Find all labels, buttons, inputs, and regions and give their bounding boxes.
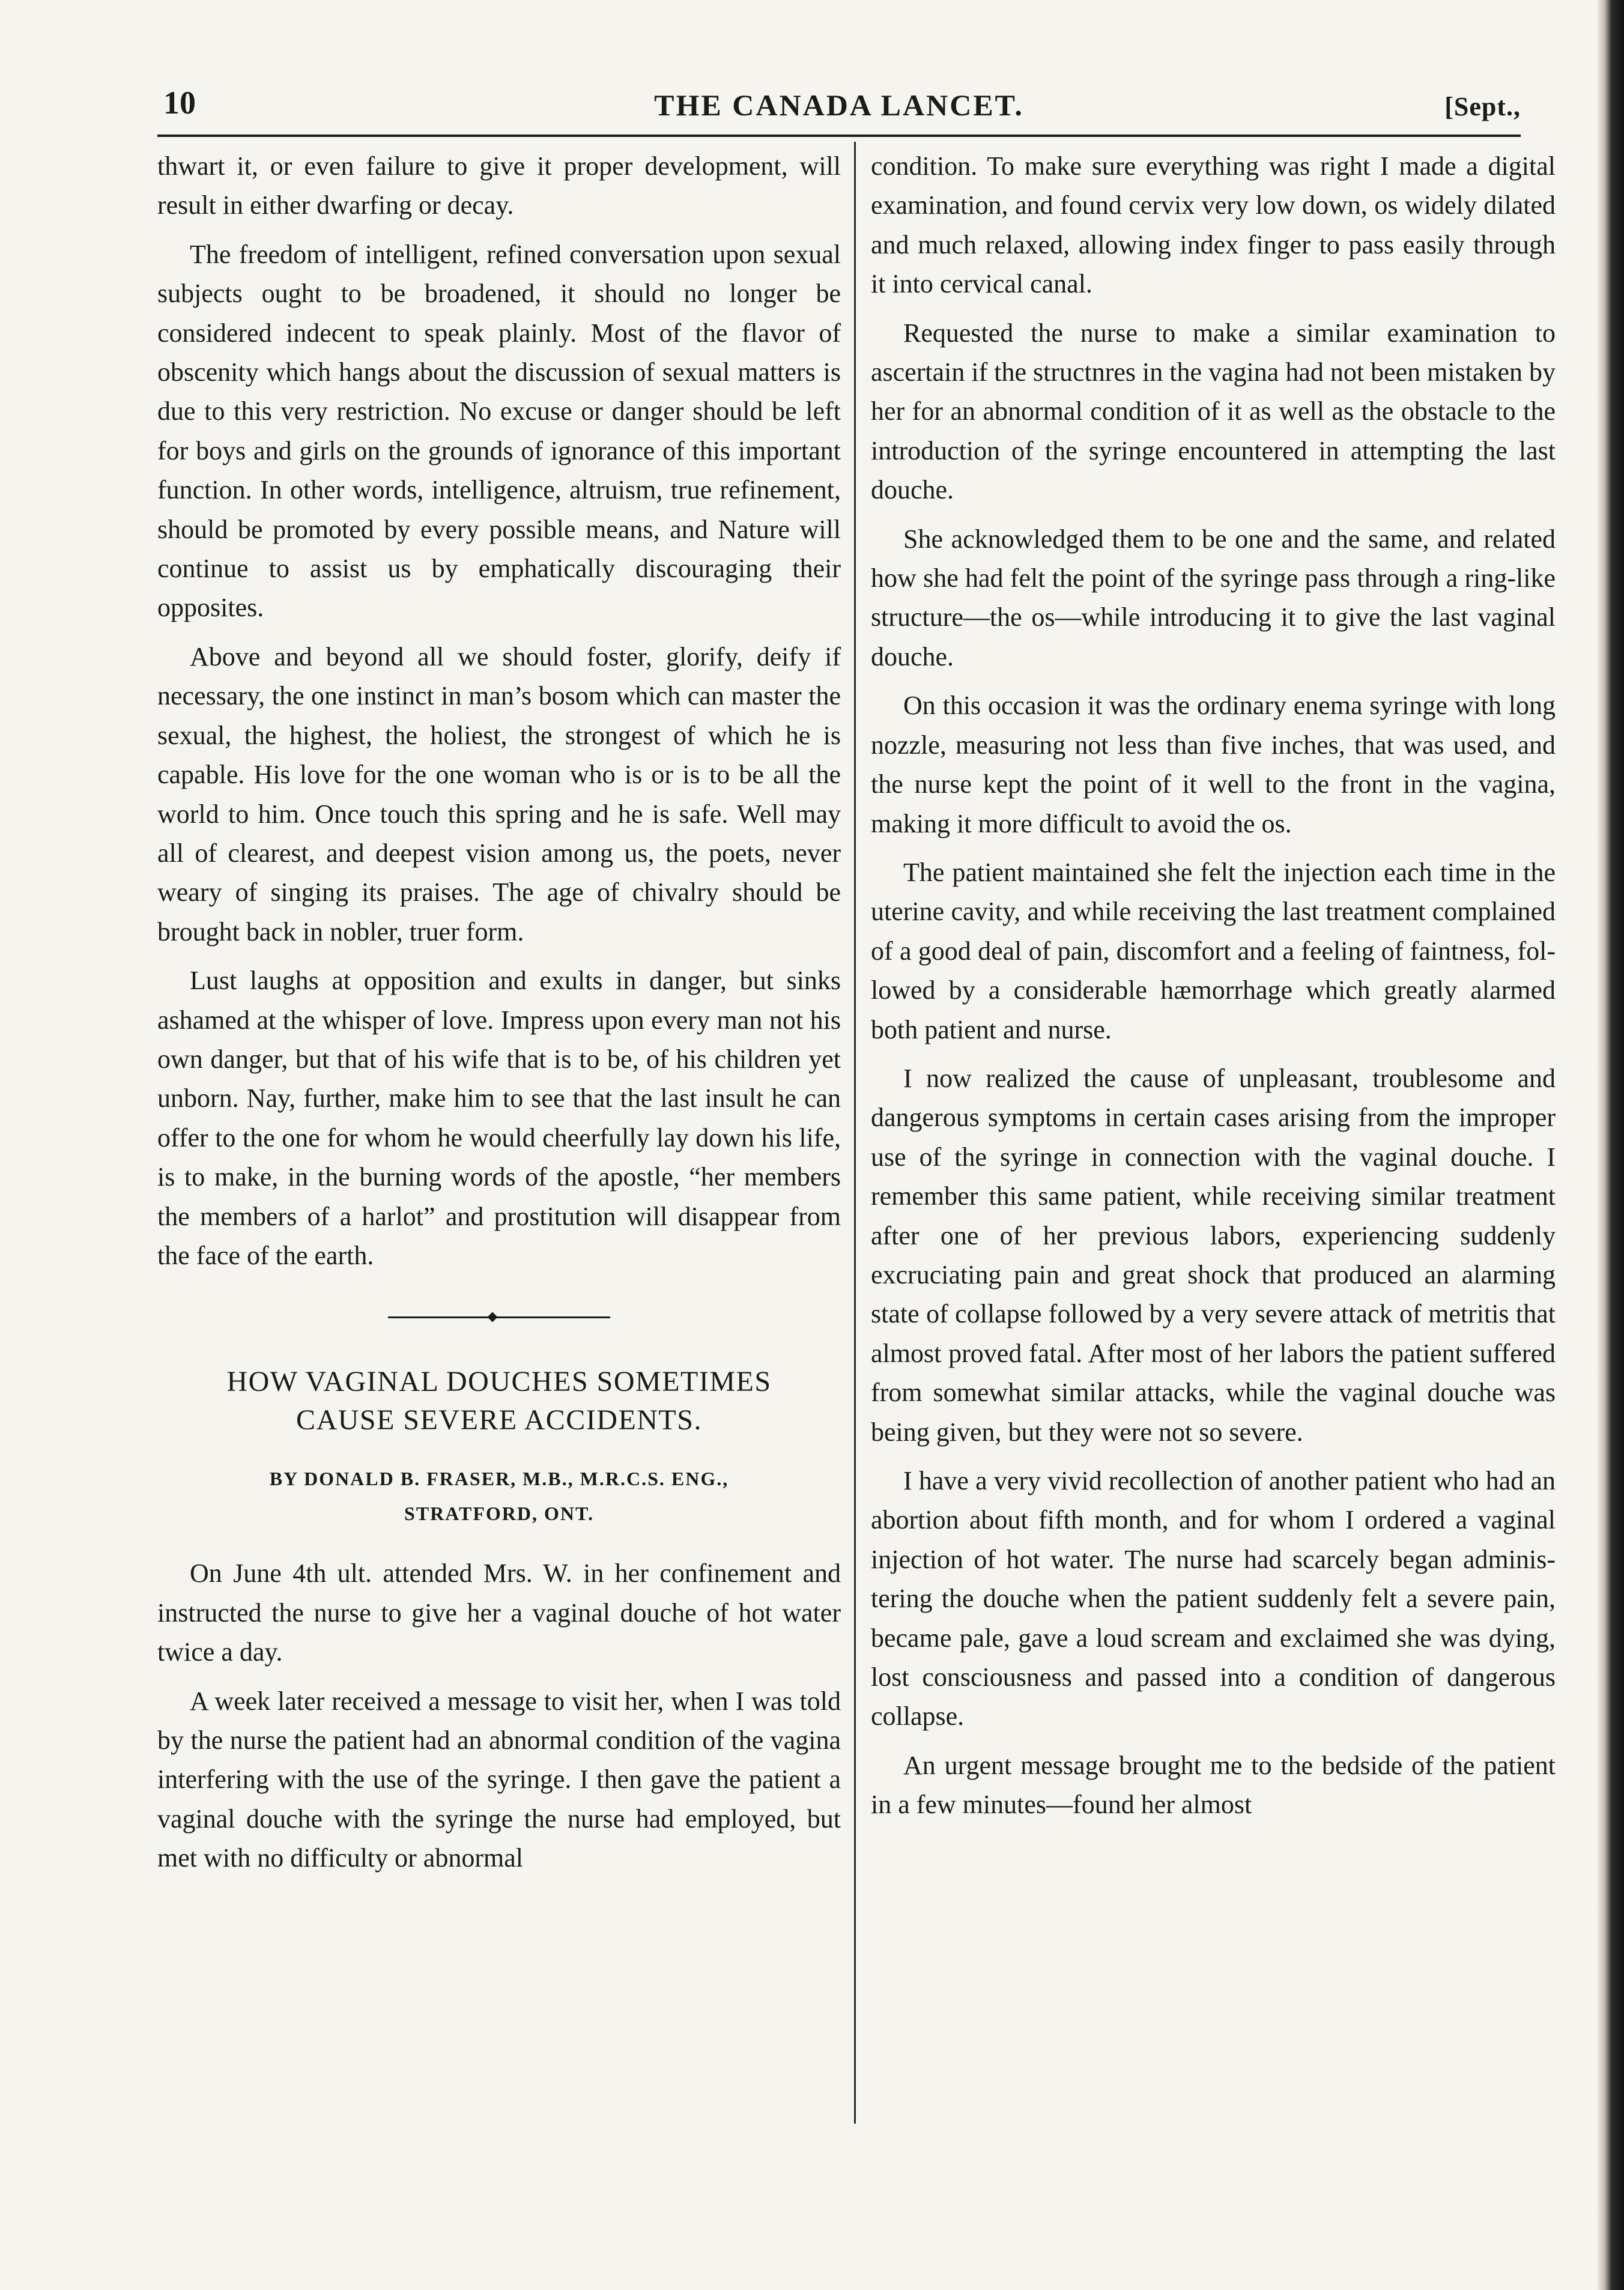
paragraph: On this occasion it was the ordinary enema syringe with long nozzle, measuring not less than five inches, that was used, and the nurse kept the point of it well to the front in the vagina, making it more difficult to avoid the os. (871, 691, 1556, 838)
paragraph: On June 4th ult. attended Mrs. W. in her confinement and instructed the nurse to give her a vaginal douche of hot water twice a day. (157, 1558, 841, 1667)
scan-edge (1596, 0, 1624, 2290)
article-title-line: CAUSE SEVERE ACCIDENTS. (296, 1404, 702, 1437)
article-title (157, 1363, 841, 1440)
paragraph: Requested the nurse to make a similar examination to ascertain if the structnres in the vagina had not been mistaken by her for an abnormal condition of it as well as the obstacle to the introduction of the syringe encountered in attempting the last douche. (871, 318, 1556, 505)
paragraph: The freedom of intelligent, refined conversation upon sexual subjects ought to be broadened, it should no longer be considered indecent to speak plainly. Most of the flavor of obscenity which hangs about the discussion of sexual matters is due to this very restriction. No excuse or danger should be left for boys and girls on the grounds of ignorance of this important function. In other words, intelligence, altruism, true refinement, should be promoted by every possible means, and Nature will continue to assist us by emphatically discouraging their opposites. (157, 239, 841, 623)
byline-location: STRATFORD, ONT. (404, 1503, 594, 1525)
paragraph: Lust laughs at opposition and exults in danger, but sinks ashamed at the whisper of love. Impress upon every man not his own danger, but that of his wife that is to be, of his children yet unborn. Nay, further, make him to see that the last insult he can offer to the one for whom he would cheerfully lay down his life, is to make, in the burning words of the apostle, “her members the members of a harlot” and prostitution will disappear from the face of the earth. (157, 966, 841, 1270)
byline-author: BY DONALD B. FRASER, M.B., M.R.C.S. ENG., (269, 1468, 729, 1490)
paragraph: Above and beyond all we should foster, glorify, deify if necessary, the one instinct in man’s bosom which can master the sexual, the highest, the holiest, the strongest of which he is capable. His love for the one woman who is or is to be all the world to him. Once touch this spring and he is safe. Well may all of clearest, and deepest vision among us, the poets, never weary of singing its praises. The age of chivalry should be brought back in nobler, truer form. (157, 641, 841, 947)
paragraph: condition. To make sure everything was right I made a digital examination, and found cervix very low down, os widely dilated and much relaxed, allowing index finger to pass easily through it into cervical canal. (871, 151, 1556, 299)
section-separator (157, 1311, 841, 1323)
article-title-line: HOW VAGINAL DOUCHES SOMETIMES (226, 1366, 772, 1398)
right-column (871, 147, 1556, 1834)
page-header (157, 84, 1521, 132)
paragraph: I now realized the cause of unpleasant, troublesome and dangerous symptoms in certain cases arising from the improper use of the syringe in connection with the vaginal douche. I remember this same patient, while receiving similar treatment after one of her previous labors, experiencing suddenly excruciating pain and great shock that produced an alarming state of collapse followed by a very severe attack of metritis that almost proved fatal. After most of her labors the patient suffered from somewhat similar attacks, while the vaginal douche was being given, but they were not so severe. (871, 1063, 1556, 1447)
page-number: 10 (163, 85, 196, 121)
paragraph: A week later received a message to visit her, when I was told by the nurse the patient had an abnormal condition of the vagina interfering with the use of the syringe. I then gave the patient a vaginal douche with the syringe the nurse had employed, but met with no difficulty or abnormal (157, 1686, 841, 1873)
header-rule (157, 135, 1521, 137)
paragraph: An urgent message brought me to the bedside of the patient in a few minutes—found her almost (871, 1750, 1556, 1820)
issue-month: [Sept., (1444, 92, 1521, 121)
paragraph: The patient maintained she felt the injection each time in the uterine cavity, and while receiving the last treatment complained of a good deal of pain, discomfort and a feeling of faintness, followed by a considerable hæmorrhage which greatly alarmed both patient and nurse. (871, 857, 1556, 1044)
left-column (157, 147, 841, 1888)
journal-title: THE CANADA LANCET. (654, 88, 1024, 122)
article-byline (157, 1461, 841, 1531)
paragraph: She acknowledged them to be one and the same, and related how she had felt the point of the syringe pass through a ring-like structure—the os—while introducing it to give the last vaginal douche. (871, 524, 1556, 671)
paragraph: I have a very vivid recollection of another patient who had an abortion about fifth month, and for whom I ordered a vaginal injection of hot water. The nurse had scarcely began administering the douche when the patient suddenly felt a severe pain, became pale, gave a loud scream and exclaimed she was dying, lost consciousness and passed into a condition of dangerous collapse. (871, 1466, 1556, 1731)
paragraph: thwart it, or even failure to give it proper development, will result in either dwarfing or decay. (157, 151, 841, 220)
column-divider (854, 142, 856, 2124)
